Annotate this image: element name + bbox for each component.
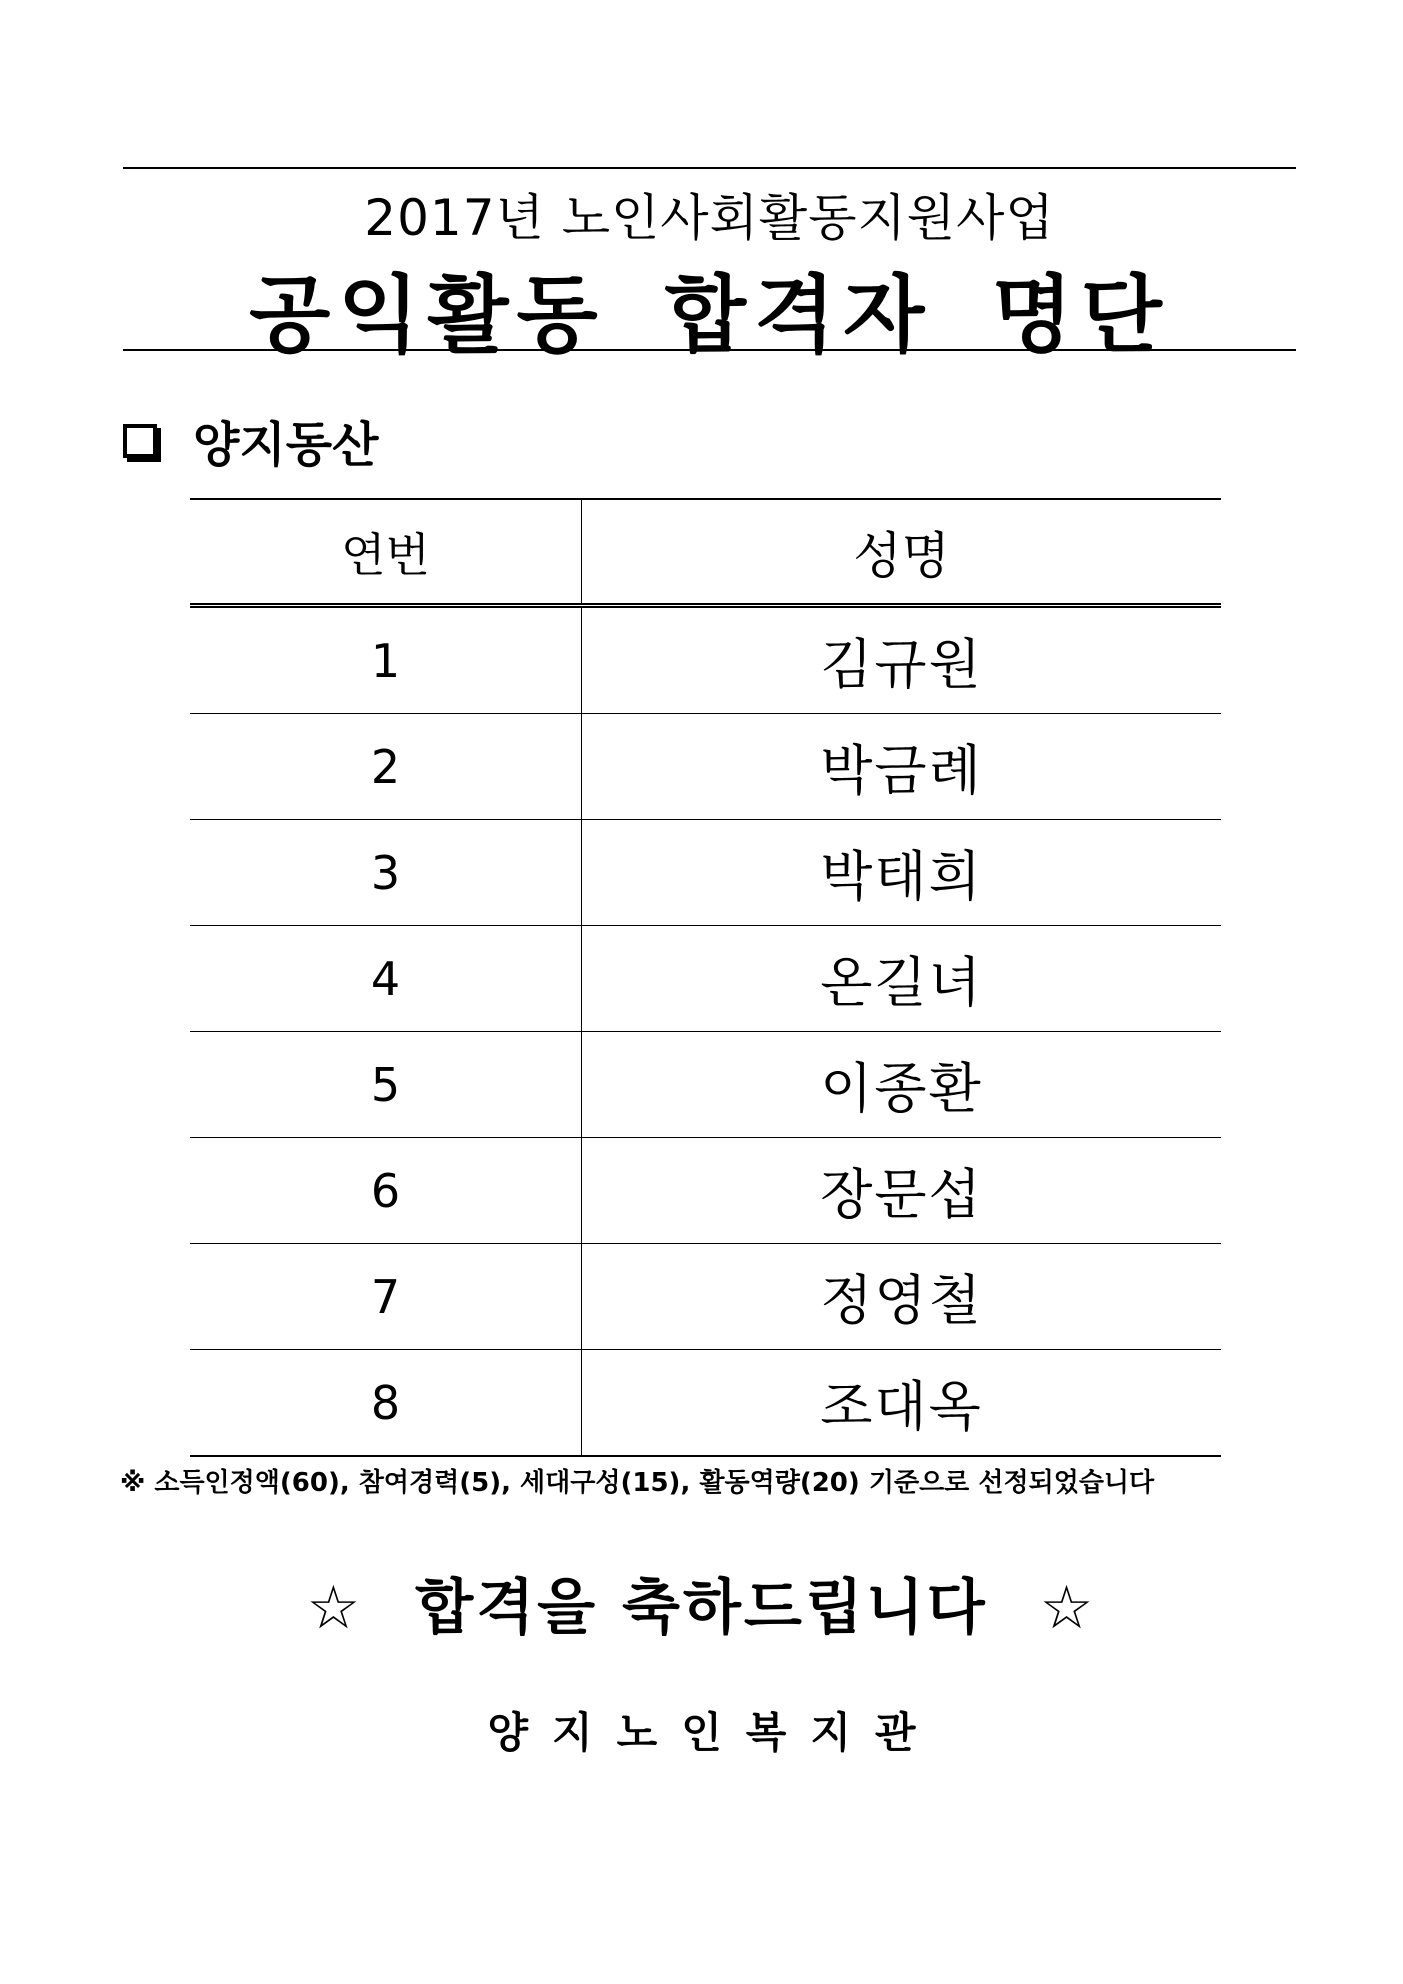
title-bottom-rule <box>123 349 1296 351</box>
roster-table <box>190 498 1221 1457</box>
table-header-row <box>190 499 1221 606</box>
table-row <box>190 926 1221 1032</box>
table-row <box>190 606 1221 714</box>
table-row <box>190 820 1221 926</box>
selection-criteria-note: ※ 소득인정액(60), 참여경력(5), 세대구성(15), 활동역량(20) 기준으로 선정되었습니다 <box>120 1468 1155 1498</box>
table-row <box>190 1244 1221 1350</box>
title-year: 2017년 노인사회활동지원사업 <box>364 189 1055 247</box>
row-name: 온길녀 <box>582 926 1222 1032</box>
congratulations-line <box>0 1560 1403 1646</box>
section-heading <box>123 410 379 473</box>
table-row <box>190 1138 1221 1244</box>
star-icon: ☆ <box>306 1573 364 1643</box>
row-number: 8 <box>190 1350 582 1457</box>
checkbox-icon <box>123 424 157 458</box>
row-number: 4 <box>190 926 582 1032</box>
table-row <box>190 714 1221 820</box>
row-name: 박금례 <box>582 714 1222 820</box>
row-number: 6 <box>190 1138 582 1244</box>
organization-name: 양지노인복지관 <box>487 1708 940 1757</box>
row-name: 장문섭 <box>582 1138 1222 1244</box>
row-name: 조대옥 <box>582 1350 1222 1457</box>
row-number: 2 <box>190 714 582 820</box>
table-row <box>190 1032 1221 1138</box>
row-number: 7 <box>190 1244 582 1350</box>
row-number: 3 <box>190 820 582 926</box>
congratulations-text: 합격을 축하드립니다 <box>415 1573 988 1643</box>
row-number: 1 <box>190 606 582 714</box>
section-title: 양지동산 <box>193 416 379 473</box>
star-icon: ☆ <box>1039 1573 1097 1643</box>
row-name: 김규원 <box>582 606 1222 714</box>
row-name: 박태희 <box>582 820 1222 926</box>
title-main: 공익활동 합격자 명단 <box>249 266 1170 364</box>
row-name: 정영철 <box>582 1244 1222 1350</box>
row-number: 5 <box>190 1032 582 1138</box>
top-rule <box>123 167 1296 169</box>
header-name: 성명 <box>582 499 1222 606</box>
table-row <box>190 1350 1221 1457</box>
row-name: 이종환 <box>582 1032 1222 1138</box>
header-number: 연번 <box>190 499 582 606</box>
